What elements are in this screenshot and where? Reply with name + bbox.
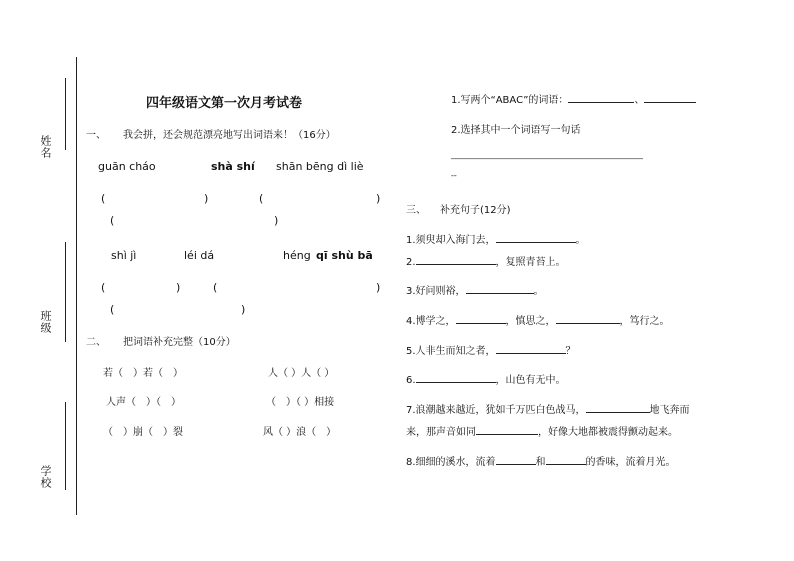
sentence-item-2 <box>406 253 566 268</box>
pinyin-heng: héng <box>283 249 311 262</box>
name-label: 姓名 <box>39 135 52 159</box>
idiom-item-5: （ ）崩（ ）裂 <box>103 427 183 438</box>
answer-blank[interactable] <box>496 233 576 243</box>
answer-blank[interactable] <box>568 93 634 103</box>
section2-number: 二、 <box>86 337 106 348</box>
school-label: 学校 <box>39 465 52 489</box>
answer-paren-close-5: ) <box>376 281 381 294</box>
answer-paren-open-3: ( <box>110 214 115 227</box>
pinyin-leida: léi dá <box>184 249 215 262</box>
sentence-item-7-cont: 地飞奔而 <box>649 405 690 416</box>
answer-blank[interactable] <box>496 455 536 465</box>
answer-blank[interactable] <box>546 455 586 465</box>
sentence-item-8-and: 和 <box>535 457 546 468</box>
sentence-item-1-text: 1.须臾却入海门去， <box>406 235 496 246</box>
answer-paren-close-6: ) <box>241 303 246 316</box>
sentence-item-6 <box>406 371 566 386</box>
abac-question <box>451 91 696 106</box>
answer-paren-open-4: ( <box>101 281 106 294</box>
sentence-item-3-end: 。 <box>533 286 544 297</box>
answer-blank[interactable] <box>416 373 496 383</box>
answer-blank[interactable] <box>466 284 534 294</box>
idiom-item-6: 风（ ）浪（ ） <box>263 427 337 438</box>
answer-paren-open-6: ( <box>110 303 115 316</box>
name-underline <box>65 78 66 150</box>
pinyin-qishuba: qī shù bā <box>316 249 373 262</box>
answer-blank[interactable] <box>496 344 566 354</box>
sentence-item-8 <box>406 453 676 468</box>
sentence-question: 2.选择其中一个词语写一句话 <box>451 125 581 136</box>
section3-heading: 补充句子(12分) <box>440 205 511 216</box>
sentence-item-7-end: ，好像大地都被震得颤动起来。 <box>538 427 678 438</box>
abac-separator: 、 <box>634 95 645 106</box>
section2-heading: 把词语补充完整（10分） <box>123 337 236 348</box>
answer-blank[interactable] <box>456 314 506 324</box>
answer-blank[interactable] <box>416 255 496 265</box>
pinyin-shashi: shà shí <box>211 160 255 173</box>
idiom-item-1: 若（ ）若（ ） <box>103 368 183 379</box>
sentence-item-6-text: ，山色有无中。 <box>495 375 566 386</box>
class-underline <box>65 242 66 342</box>
section1-heading: 我会拼，还会规范漂亮地写出词语来！（16分） <box>123 130 336 141</box>
sentence-item-8-text: 8.细细的溪水，流着 <box>406 457 496 468</box>
sentence-item-4-mid: ，慎思之， <box>505 316 556 327</box>
sentence-item-2-num: 2. <box>406 257 416 268</box>
pinyin-shiji: shì jì <box>111 249 137 262</box>
section1-number: 一、 <box>86 130 106 141</box>
answer-blank[interactable] <box>556 314 620 324</box>
answer-paren-open-5: ( <box>213 281 218 294</box>
answer-blank[interactable] <box>476 425 538 435</box>
answer-paren-close-3: ) <box>274 214 279 227</box>
answer-paren-open-2: ( <box>259 192 264 205</box>
sentence-item-4 <box>406 312 670 327</box>
sentence-item-7-text2: 来，那声音如同 <box>406 427 476 438</box>
abac-question-text: 1.写两个“ABAC”的词语： <box>451 95 569 106</box>
pinyin-shanbeng: shān bēng dì liè <box>276 160 364 173</box>
answer-paren-close-4: ) <box>176 281 181 294</box>
dashed-answer-line-end: -- <box>451 171 457 180</box>
class-label: 班级 <box>39 310 52 334</box>
answer-paren-close-2: ) <box>376 192 381 205</box>
answer-blank[interactable] <box>586 403 650 413</box>
page-title: 四年级语文第一次月考试卷 <box>146 96 303 111</box>
sentence-item-4-text: 4.博学之， <box>406 316 456 327</box>
school-underline <box>65 402 66 490</box>
pinyin-guanchao: guān cháo <box>98 160 156 173</box>
idiom-item-3: 人声（ ）（ ） <box>106 397 181 408</box>
sentence-item-5-end: ？ <box>565 346 576 357</box>
sentence-item-4-end: ，笃行之。 <box>619 316 670 327</box>
sentence-item-3 <box>406 282 544 297</box>
sentence-item-1-end: 。 <box>575 235 586 246</box>
sentence-item-8-end: 的香味，流着月光。 <box>585 457 676 468</box>
binding-line <box>76 57 77 515</box>
answer-paren-close-1: ) <box>204 192 209 205</box>
answer-paren-open-1: ( <box>101 192 106 205</box>
sentence-item-7-line2 <box>406 423 678 438</box>
idiom-item-4: （ ）（ ）相接 <box>266 397 335 408</box>
sentence-item-5-text: 5.人非生而知之者， <box>406 346 496 357</box>
sentence-item-7-line1 <box>406 401 690 416</box>
sentence-item-3-text: 3.好问则裕， <box>406 286 466 297</box>
idiom-item-2: 人（ ）人（ ） <box>268 368 335 379</box>
section3-number: 三、 <box>406 205 426 216</box>
answer-blank[interactable] <box>644 93 696 103</box>
dashed-answer-line[interactable]: ________________________________________________ <box>451 150 643 159</box>
sentence-item-2-text: ，复照青苔上。 <box>495 257 566 268</box>
sentence-item-7-text: 7.浪潮越来越近，犹如千万匹白色战马， <box>406 405 586 416</box>
sentence-item-1 <box>406 231 586 246</box>
sentence-item-5 <box>406 342 576 357</box>
sentence-item-6-num: 6. <box>406 375 416 386</box>
